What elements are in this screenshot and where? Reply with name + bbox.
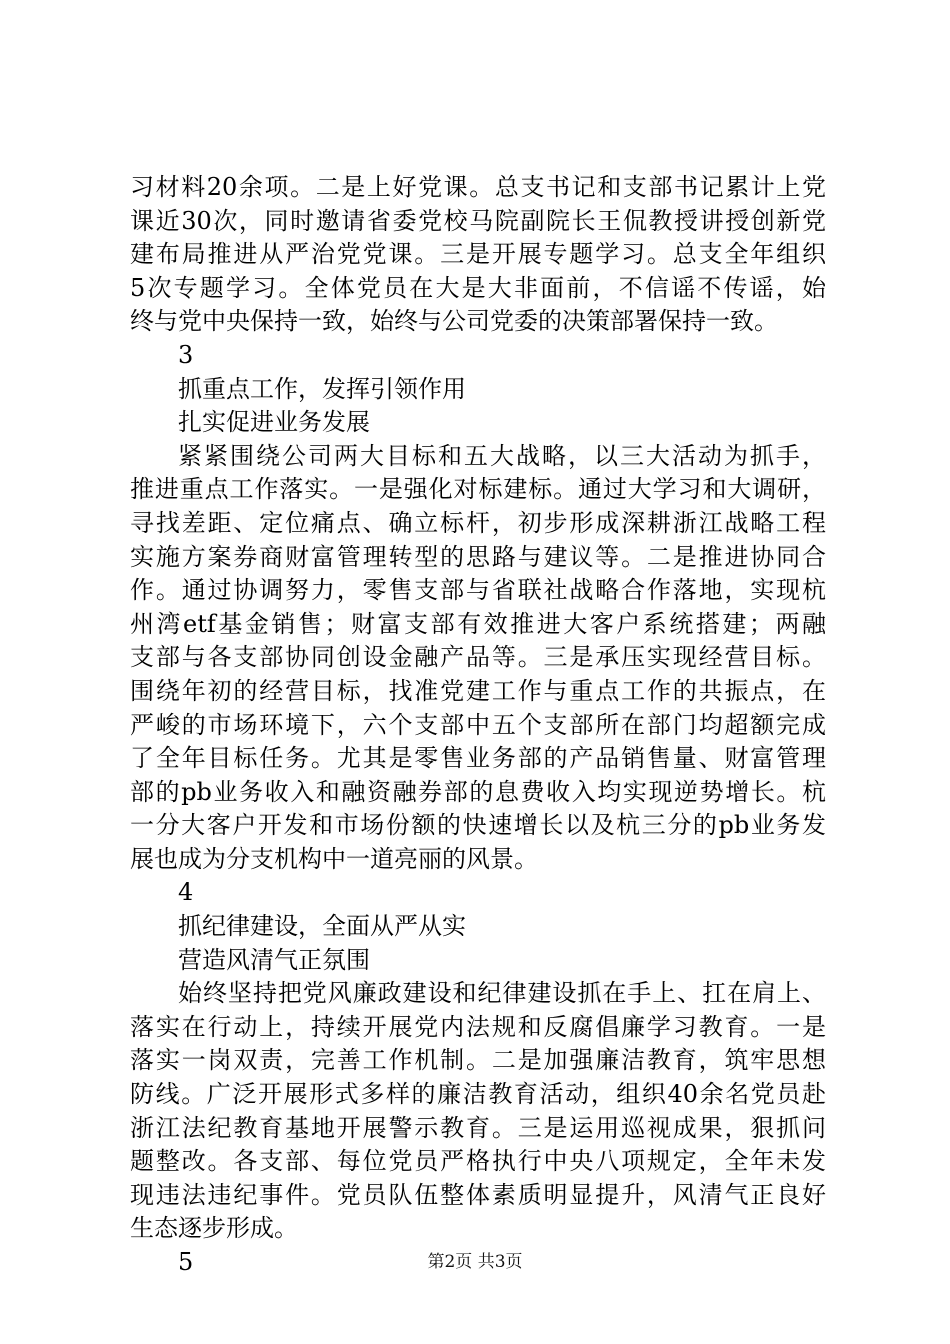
text-line: 作。通过协调努力，零售支部与省联社战略合作落地，实现杭 — [130, 576, 826, 605]
text-line: 推进重点工作落实。一是强化对标建标。通过大学习和大调研， — [130, 475, 826, 504]
text-line: 终与党中央保持一致，始终与公司党委的决策部署保持一致。 — [130, 307, 778, 336]
text-line: 紧紧围绕公司两大目标和五大战略，以三大活动为抓手， — [178, 441, 826, 470]
text-line: 建布局推进从严治党党课。三是开展专题学习。总支全年组织 — [130, 240, 826, 269]
text-line: 抓重点工作，发挥引领作用 — [178, 374, 466, 403]
text-line: 防线。广泛开展形式多样的廉洁教育活动，组织40余名党员赴 — [130, 1080, 826, 1109]
text-line: 抓纪律建设，全面从严从实 — [178, 912, 466, 941]
text-line: 课近30次，同时邀请省委党校马院副院长王侃教授讲授创新党 — [130, 206, 826, 235]
text-line: 落实一岗双责，完善工作机制。二是加强廉洁教育，筑牢思想 — [130, 1046, 826, 1075]
text-line: 支部与各支部协同创设金融产品等。三是承压实现经营目标。 — [130, 643, 826, 672]
text-line: 扎实促进业务发展 — [178, 408, 370, 437]
text-line: 州湾etf基金销售；财富支部有效推进大客户系统搭建；两融 — [130, 609, 826, 638]
text-line: 了全年目标任务。尤其是零售业务部的产品销售量、财富管理 — [130, 744, 826, 773]
text-line: 营造风清气正氛围 — [178, 945, 370, 974]
text-line: 5 — [178, 1248, 194, 1276]
text-line: 落实在行动上，持续开展党内法规和反腐倡廉学习教育。一是 — [130, 1012, 826, 1041]
text-line: 始终坚持把党风廉政建设和纪律建设抓在手上、扛在肩上、 — [178, 979, 826, 1008]
text-line: 一分大客户开发和市场份额的快速增长以及杭三分的pb业务发 — [130, 811, 826, 840]
text-line: 部的pb业务收入和融资融券部的息费收入均实现逆势增长。杭 — [130, 777, 826, 806]
text-line: 围绕年初的经营目标，找准党建工作与重点工作的共振点，在 — [130, 676, 826, 705]
text-line: 寻找差距、定位痛点、确立标杆，初步形成深耕浙江战略工程 — [130, 508, 826, 537]
text-line: 4 — [178, 878, 194, 907]
document-body — [130, 171, 826, 1280]
page-footer: 第2页 共3页 — [427, 1252, 523, 1272]
text-line: 3 — [178, 340, 194, 369]
text-line: 题整改。各支部、每位党员严格执行中央八项规定，全年未发 — [130, 1147, 826, 1176]
text-line: 生态逐步形成。 — [130, 1214, 298, 1243]
text-line: 5次专题学习。全体党员在大是大非面前，不信谣不传谣，始 — [130, 273, 826, 302]
text-line: 实施方案券商财富管理转型的思路与建议等。二是推进协同合 — [130, 542, 826, 571]
text-line: 严峻的市场环境下，六个支部中五个支部所在部门均超额完成 — [130, 710, 826, 739]
text-line: 展也成为分支机构中一道亮丽的风景。 — [130, 844, 538, 873]
text-line: 现违法违纪事件。党员队伍整体素质明显提升，风清气正良好 — [130, 1180, 826, 1209]
text-line: 习材料20余项。二是上好党课。总支书记和支部书记累计上党 — [130, 173, 826, 201]
text-line: 浙江法纪教育基地开展警示教育。三是运用巡视成果，狠抓问 — [130, 1113, 826, 1142]
